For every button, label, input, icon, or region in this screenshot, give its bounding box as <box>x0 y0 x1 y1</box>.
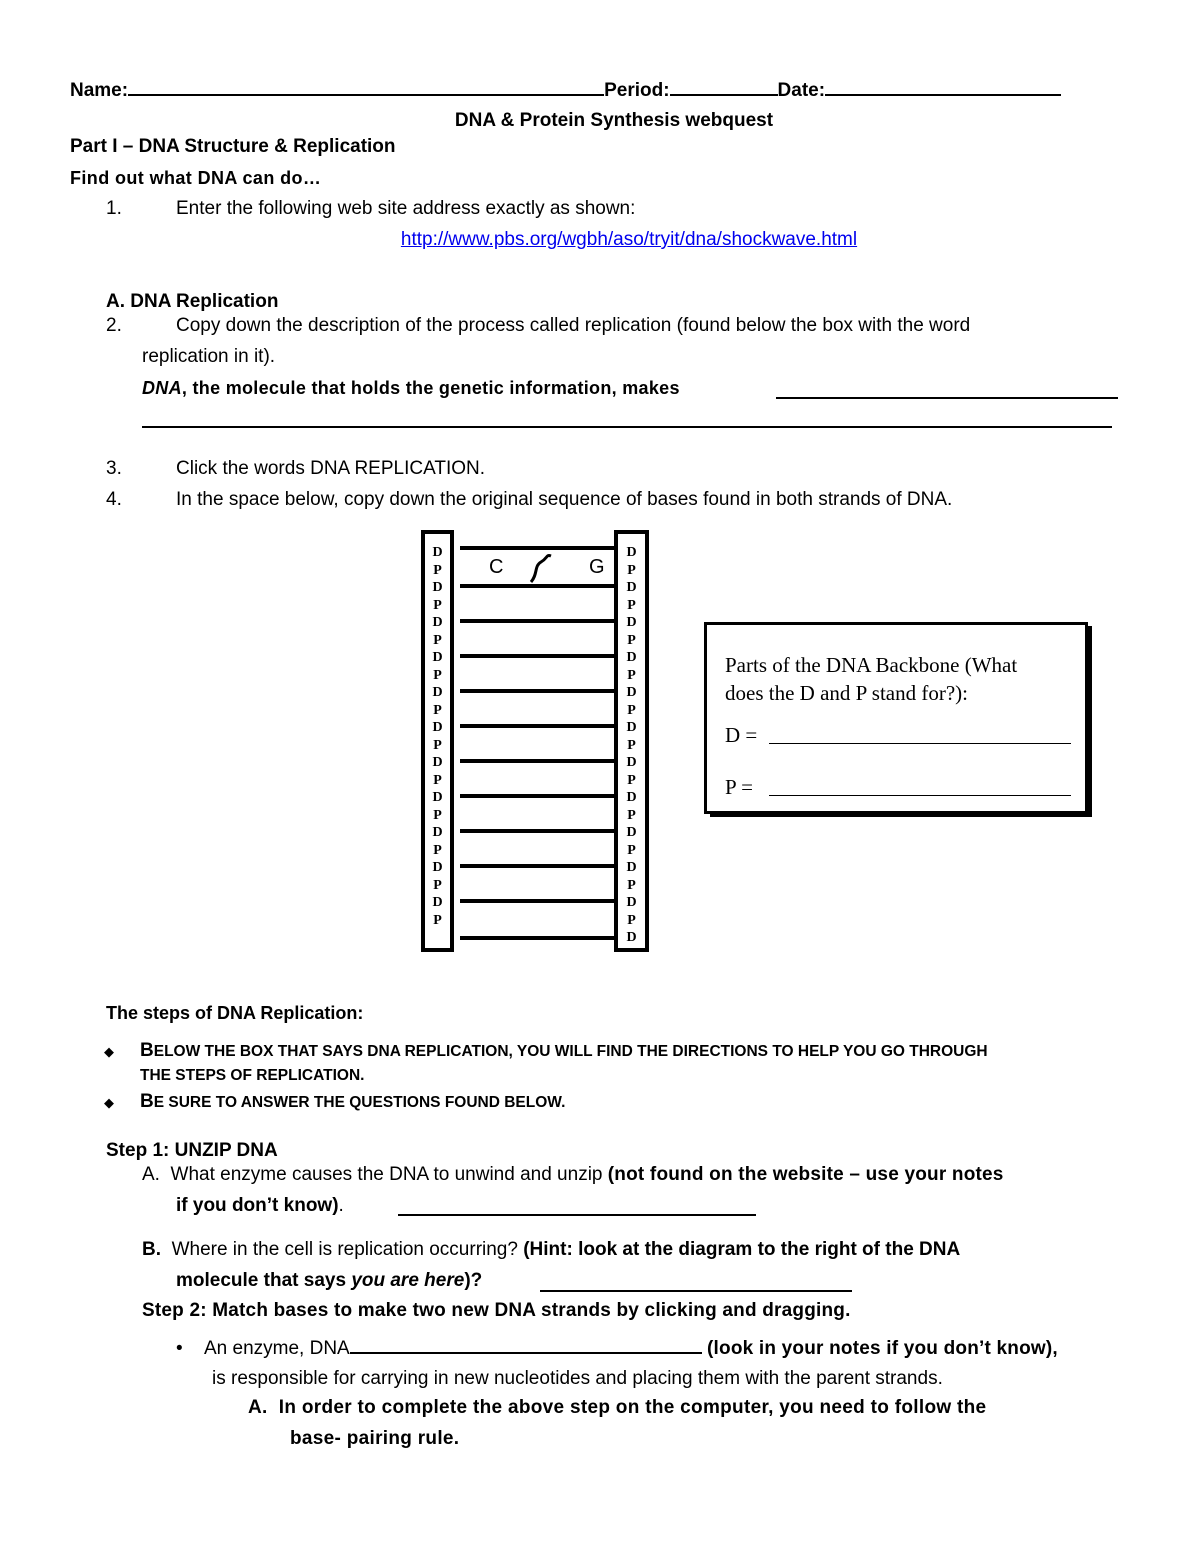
left-backbone-deoxyribose-16: D <box>432 825 443 840</box>
diamond-bullet-icon: ◆ <box>104 1095 114 1110</box>
left-backbone-deoxyribose-20: D <box>432 895 443 910</box>
right-backbone-phosphate-19: P <box>627 877 636 893</box>
callout-p-label: P = <box>725 775 753 799</box>
steps-heading: The steps of DNA Replication: <box>106 1003 364 1023</box>
ladder-rung-5 <box>460 724 616 728</box>
ladder-rung-7 <box>460 794 616 798</box>
location-answer-blank[interactable] <box>540 1290 852 1292</box>
steps-bullet-1: ◆ BELOW THE BOX THAT SAYS DNA REPLICATION, YOU WILL FIND THE DIRECTIONS TO HELP YOU GO THROUGH <box>104 1040 988 1061</box>
step2-heading: Step 2: Match bases to make two new DNA strands by clicking and dragging. <box>142 1300 851 1321</box>
step2-a-continued: base- pairing rule. <box>290 1428 460 1449</box>
right-backbone-deoxyribose-6: D <box>626 650 637 665</box>
date-blank[interactable] <box>825 94 1061 96</box>
left-backbone-deoxyribose-4: D <box>432 615 443 630</box>
right-backbone-deoxyribose-10: D <box>626 720 637 735</box>
left-backbone-deoxyribose-18: D <box>432 860 443 875</box>
left-backbone-strand <box>421 530 454 952</box>
dna-enzyme-blank[interactable] <box>350 1352 702 1354</box>
left-backbone-deoxyribose-12: D <box>432 755 443 770</box>
right-backbone-deoxyribose-0: D <box>626 545 637 560</box>
ladder-top-rail <box>460 546 616 550</box>
hydrogen-bond-squiggle <box>526 552 556 586</box>
section-a-heading: A. DNA Replication <box>106 291 279 312</box>
name-blank[interactable] <box>128 94 604 96</box>
step1-b-label: B. <box>142 1239 161 1260</box>
step2-bullet: • An enzyme, DNA (look in your notes if you don’t know), <box>176 1338 1058 1359</box>
left-backbone-phosphate-1: P <box>433 562 442 578</box>
name-label: Name: <box>70 80 129 101</box>
date-label: Date: <box>777 80 826 101</box>
webquest-url-link[interactable]: http://www.pbs.org/wgbh/aso/tryit/dna/shockwave.html <box>400 229 858 250</box>
right-backbone-deoxyribose-18: D <box>626 860 637 875</box>
replication-answer-blank-1[interactable] <box>776 397 1118 399</box>
step1-b-continued: molecule that says you are here)? <box>176 1270 483 1291</box>
left-backbone-phosphate-15: P <box>433 807 442 823</box>
enzyme-answer-blank[interactable] <box>398 1214 756 1216</box>
ladder-rung-6 <box>460 759 616 763</box>
header-line <box>70 80 1061 102</box>
right-backbone-phosphate-5: P <box>627 632 636 648</box>
right-backbone-strand <box>614 530 649 952</box>
ladder-rung-9 <box>460 864 616 868</box>
left-backbone-deoxyribose-14: D <box>432 790 443 805</box>
part1-subheading: Find out what DNA can do… <box>70 168 322 188</box>
base-c: C <box>489 556 504 578</box>
item1-text: Enter the following web site address exactly as shown: <box>176 198 636 219</box>
item4-number: 4. <box>106 489 122 510</box>
part1-heading: Part I – DNA Structure & Replication <box>70 136 396 157</box>
bullet-dot-icon: • <box>176 1338 183 1359</box>
period-label: Period: <box>604 80 670 101</box>
ladder-rung-3 <box>460 654 616 658</box>
right-backbone-phosphate-1: P <box>627 562 636 578</box>
callout-d-blank[interactable] <box>769 743 1071 744</box>
left-backbone-phosphate-5: P <box>433 632 442 648</box>
left-backbone-deoxyribose-10: D <box>432 720 443 735</box>
right-backbone-phosphate-7: P <box>627 667 636 683</box>
step1-a-continued: if you don’t know). <box>176 1195 344 1216</box>
right-backbone-deoxyribose-4: D <box>626 615 637 630</box>
right-backbone-deoxyribose-14: D <box>626 790 637 805</box>
left-backbone-phosphate-7: P <box>433 667 442 683</box>
right-backbone-deoxyribose-20: D <box>626 895 637 910</box>
ladder-rung-8 <box>460 829 616 833</box>
item3-text: Click the words DNA REPLICATION. <box>176 458 486 479</box>
step2-bullet-continued: is responsible for carrying in new nucleotides and placing them with the parent strands. <box>212 1368 943 1389</box>
step1-heading: Step 1: UNZIP DNA <box>106 1140 278 1161</box>
right-backbone-phosphate-3: P <box>627 597 636 613</box>
right-backbone-deoxyribose-8: D <box>626 685 637 700</box>
ladder-rung-11 <box>460 936 616 940</box>
item4-text: In the space below, copy down the original sequence of bases found in both strands of DNA. <box>176 489 953 510</box>
ladder-rung-4 <box>460 689 616 693</box>
right-backbone-deoxyribose-16: D <box>626 825 637 840</box>
right-backbone-deoxyribose-2: D <box>626 580 637 595</box>
dna-sentence-text: , the molecule that holds the genetic information, makes <box>181 378 680 398</box>
replication-answer-blank-2[interactable] <box>142 426 1112 428</box>
right-backbone-phosphate-11: P <box>627 737 636 753</box>
right-backbone-phosphate-15: P <box>627 807 636 823</box>
step2-a: A. In order to complete the above step on the computer, you need to follow the <box>248 1397 987 1418</box>
base-g: G <box>589 556 605 578</box>
left-backbone-deoxyribose-0: D <box>432 545 443 560</box>
dna-backbone-callout <box>704 622 1088 814</box>
left-backbone-phosphate-21: P <box>433 912 442 928</box>
left-backbone-deoxyribose-6: D <box>432 650 443 665</box>
step2-a-label: A. <box>248 1397 268 1418</box>
callout-line-1: Parts of the DNA Backbone (What <box>725 653 1018 677</box>
left-backbone-phosphate-9: P <box>433 702 442 718</box>
ladder-rung-10 <box>460 899 616 903</box>
dna-word: DNA <box>142 378 182 398</box>
dna-sentence <box>142 378 680 399</box>
left-backbone-phosphate-3: P <box>433 597 442 613</box>
left-backbone-phosphate-11: P <box>433 737 442 753</box>
item3-number: 3. <box>106 458 122 479</box>
url-line <box>0 229 1200 251</box>
callout-p-blank[interactable] <box>769 795 1071 796</box>
item1-number: 1. <box>106 198 122 219</box>
right-backbone-phosphate-17: P <box>627 842 636 858</box>
left-backbone-phosphate-13: P <box>433 772 442 788</box>
right-backbone-deoxyribose-12: D <box>626 755 637 770</box>
steps-bullet-2: ◆ BE SURE TO ANSWER THE QUESTIONS FOUND BELOW. <box>104 1091 566 1112</box>
step1-b: B. Where in the cell is replication occurring? (Hint: look at the diagram to the right of the DNA <box>142 1239 961 1260</box>
left-backbone-deoxyribose-8: D <box>432 685 443 700</box>
left-backbone-phosphate-17: P <box>433 842 442 858</box>
right-backbone-phosphate-21: P <box>627 912 636 928</box>
item2-text: Copy down the description of the process called replication (found below the box with the word <box>176 315 971 336</box>
callout-d-label: D = <box>725 723 758 747</box>
callout-line-2: does the D and P stand for?): <box>725 681 968 705</box>
right-backbone-phosphate-13: P <box>627 772 636 788</box>
steps-bullet-1-continued: THE STEPS OF REPLICATION. <box>140 1067 365 1084</box>
period-blank[interactable] <box>670 94 778 96</box>
ladder-rung-2 <box>460 619 616 623</box>
item2-number: 2. <box>106 315 122 336</box>
item2-text-continued: replication in it). <box>142 346 276 367</box>
page-title: DNA & Protein Synthesis webquest <box>454 110 774 131</box>
step1-a: A. What enzyme causes the DNA to unwind and unzip (not found on the website – use your notes <box>142 1164 1004 1185</box>
left-backbone-phosphate-19: P <box>433 877 442 893</box>
step1-a-label: A. <box>142 1164 160 1185</box>
left-backbone-deoxyribose-2: D <box>432 580 443 595</box>
right-backbone-phosphate-9: P <box>627 702 636 718</box>
right-backbone-deoxyribose-22: D <box>626 930 637 945</box>
diamond-bullet-icon: ◆ <box>104 1044 114 1059</box>
